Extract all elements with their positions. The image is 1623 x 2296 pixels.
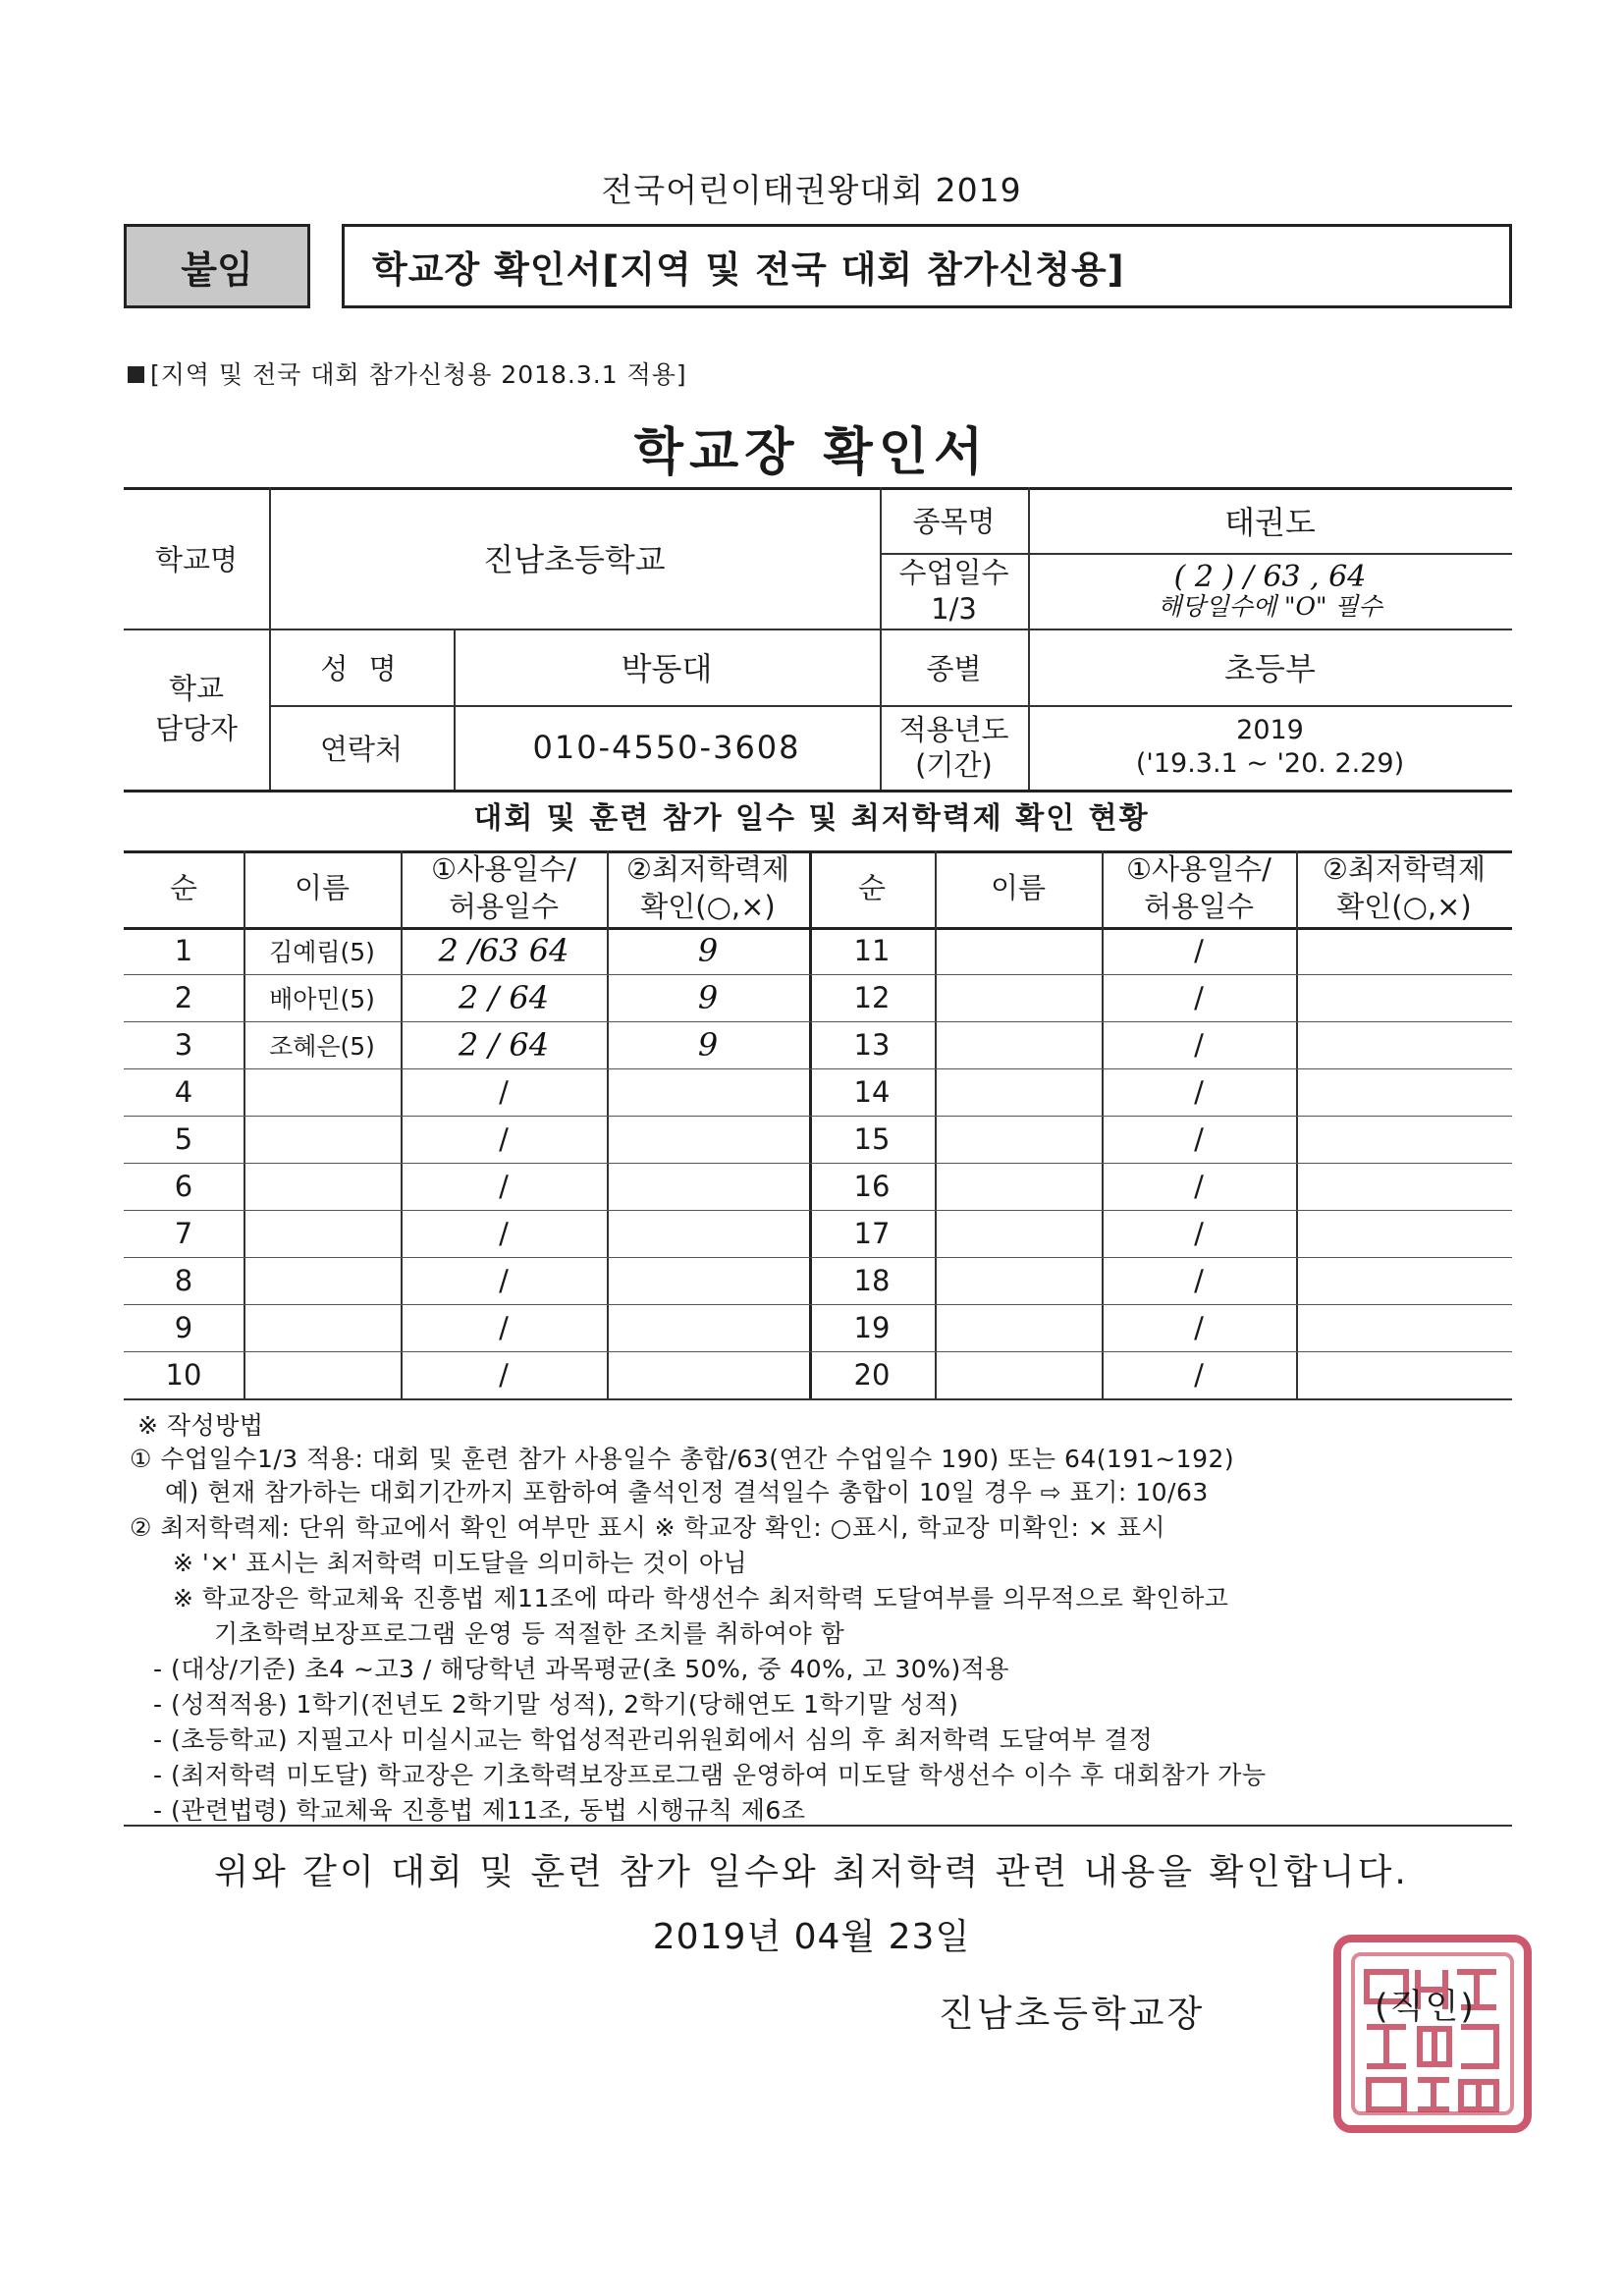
note-line-8: - (성적적용) 1학기(전년도 2학기말 성적), 2학기(당해연도 1학기말 성적)	[153, 1690, 959, 1719]
header-check-right-line2: 확인(○,×)	[1336, 890, 1472, 923]
right-row-9-name	[935, 1304, 1102, 1351]
square-bullet-icon	[128, 366, 144, 383]
right-row-4-no: 14	[853, 1075, 891, 1109]
left-row-5-days: /	[499, 1122, 509, 1156]
right-row-8-days: /	[1194, 1264, 1204, 1297]
right-row-2-days: /	[1194, 981, 1204, 1014]
left-row-5-no: 5	[174, 1122, 193, 1156]
right-row-1-check	[1296, 927, 1512, 974]
note-line-9: - (초등학교) 지필고사 미실시교는 학업성적관리위원회에서 심의 후 최저학력 도달여부 결정	[153, 1725, 1154, 1754]
header-days-left-line2: 허용일수	[448, 890, 560, 923]
header-check-right	[1296, 850, 1512, 927]
left-row-4-check	[607, 1068, 809, 1116]
left-row-7-no: 7	[174, 1217, 193, 1250]
sport-label: 종목명	[912, 505, 996, 538]
right-row-5-days: /	[1194, 1122, 1204, 1156]
right-row-4-days: /	[1194, 1075, 1204, 1109]
right-row-9-days: /	[1194, 1311, 1204, 1344]
left-row-2-name: 배아민(5)	[269, 985, 375, 1013]
right-row-9-check	[1296, 1304, 1512, 1351]
right-row-1-days: /	[1194, 934, 1204, 967]
contact-label: 연락처	[319, 732, 404, 766]
period-label-line1: 적용년도	[898, 712, 1009, 746]
right-row-3-no: 13	[853, 1028, 891, 1062]
header-check-left	[607, 850, 809, 927]
version-note-text: [지역 및 전국 대회 참가신청용 2018.3.1 적용]	[150, 360, 687, 389]
left-row-7-days: /	[499, 1217, 509, 1250]
document-type-title: 학교장 확인서[지역 및 전국 대회 참가신청용]	[342, 224, 1512, 308]
header-check-right-line1: ②최저학력제	[1322, 852, 1487, 887]
division-value: 초등부	[1224, 650, 1316, 687]
notes-heading: ※ 작성방법	[137, 1411, 264, 1440]
contact-value: 010-4550-3608	[532, 729, 801, 766]
header-days-right-line1: ①사용일수/	[1126, 852, 1271, 887]
status-caption: 대회 및 훈련 참가 일수 및 최저학력제 확인 현황	[473, 801, 1150, 836]
class-days-handwritten: ( 2 ) / 63 , 64	[1173, 560, 1367, 595]
left-row-6-check	[607, 1163, 809, 1210]
right-row-10-days: /	[1194, 1358, 1204, 1392]
left-row-5-name	[243, 1116, 401, 1163]
left-row-6-days: /	[499, 1170, 509, 1203]
left-row-8-name	[243, 1257, 401, 1304]
left-row-1-check: 9	[697, 932, 719, 969]
period-year: 2019	[1236, 715, 1304, 746]
right-row-6-name	[935, 1163, 1102, 1210]
header-days-right	[1102, 850, 1296, 927]
right-row-3-name	[935, 1021, 1102, 1068]
left-row-9-name	[243, 1304, 401, 1351]
sport-value: 태권도	[1224, 503, 1316, 541]
right-row-10-name	[935, 1351, 1102, 1398]
left-row-2-no: 2	[174, 981, 193, 1014]
header-check-left-line1: ②최저학력제	[625, 852, 790, 887]
header-name-left: 이름	[294, 871, 351, 905]
header-no-left: 순	[169, 871, 197, 905]
right-row-5-name	[935, 1116, 1102, 1163]
header-name-right: 이름	[990, 871, 1047, 905]
left-row-1-no: 1	[174, 934, 193, 967]
right-row-7-no: 17	[853, 1217, 891, 1250]
left-row-1-name: 김예림(5)	[269, 938, 375, 966]
document-title: 학교장 확인서	[633, 423, 990, 482]
right-row-10-check	[1296, 1351, 1512, 1398]
right-row-5-no: 15	[853, 1122, 891, 1156]
right-row-7-days: /	[1194, 1217, 1204, 1250]
note-line-6: 기초학력보장프로그램 운영 등 적절한 조치를 취하여야 함	[214, 1619, 845, 1648]
left-row-9-check	[607, 1304, 809, 1351]
staff-name-label: 성 명	[320, 651, 403, 685]
school-name-label: 학교명	[154, 542, 239, 576]
header-no-right: 순	[857, 871, 886, 905]
class-days-label-line1: 수업일수	[898, 556, 1009, 590]
class-days-label	[880, 553, 1028, 629]
left-row-3-days: 2 / 64	[458, 1026, 550, 1064]
left-row-10-check	[607, 1351, 809, 1398]
period-value	[1028, 705, 1512, 790]
left-row-6-name	[243, 1163, 401, 1210]
left-row-3-no: 3	[174, 1028, 193, 1062]
official-seal-icon	[1331, 1933, 1534, 2135]
right-row-7-name	[935, 1210, 1102, 1257]
left-row-7-name	[243, 1210, 401, 1257]
note-line-4: ※ '×' 표시는 최저학력 미도달을 의미하는 것이 아님	[173, 1549, 748, 1577]
class-days-value	[1028, 553, 1512, 629]
version-note	[128, 355, 687, 391]
note-line-10: - (최저학력 미도달) 학교장은 기초학력보장프로그램 운영하여 미도달 학생선수 이수 후 대회참가 가능	[153, 1761, 1267, 1789]
left-row-5-check	[607, 1116, 809, 1163]
right-row-4-check	[1296, 1068, 1512, 1116]
left-row-9-no: 9	[174, 1311, 193, 1344]
note-line-3: ② 최저학력제: 단위 학교에서 확인 여부만 표시 ※ 학교장 확인: ○표시, 학교장 미확인: × 표시	[130, 1513, 1166, 1542]
header-check-left-line2: 확인(○,×)	[640, 890, 776, 923]
header-days-left-line1: ①사용일수/	[431, 852, 576, 887]
right-row-8-no: 18	[853, 1264, 891, 1297]
left-row-4-name	[243, 1068, 401, 1116]
right-row-4-name	[935, 1068, 1102, 1116]
left-row-2-check: 9	[697, 979, 719, 1016]
right-row-10-no: 20	[853, 1358, 891, 1392]
left-row-10-days: /	[499, 1358, 509, 1392]
left-row-8-days: /	[499, 1264, 509, 1297]
left-row-8-no: 8	[174, 1264, 193, 1297]
principal-title: 진남초등학교장	[939, 1993, 1206, 2035]
right-row-6-no: 16	[853, 1170, 891, 1203]
left-row-10-name	[243, 1351, 401, 1398]
class-days-label-line2: 1/3	[931, 591, 977, 626]
left-row-3-check: 9	[697, 1026, 719, 1064]
period-range: ('19.3.1 ~ '20. 2.29)	[1135, 748, 1405, 779]
class-days-note: 해당일수에 "O" 필수	[1158, 592, 1382, 622]
left-row-2-days: 2 / 64	[458, 979, 550, 1016]
division-label: 종별	[926, 651, 982, 685]
right-row-7-check	[1296, 1210, 1512, 1257]
left-row-3-name: 조혜은(5)	[269, 1032, 375, 1061]
left-row-9-days: /	[499, 1311, 509, 1344]
right-row-1-name	[935, 927, 1102, 974]
right-row-3-days: /	[1194, 1028, 1204, 1062]
right-row-2-check	[1296, 974, 1512, 1021]
header-days-right-line2: 허용일수	[1143, 890, 1255, 923]
right-row-5-check	[1296, 1116, 1512, 1163]
issue-date: 2019년 04월 23일	[652, 1917, 971, 1957]
left-row-8-check	[607, 1257, 809, 1304]
period-label	[880, 705, 1028, 790]
seal-label: (직인)	[1375, 1988, 1476, 2027]
note-line-2: 예) 현재 참가하는 대회기간까지 포함하여 출석인정 결석일수 총합이 10일 경우 ⇨ 표기: 10/63	[165, 1478, 1209, 1506]
staff-name-value: 박동대	[621, 650, 713, 687]
attachment-badge: 붙임	[124, 224, 310, 308]
left-row-4-days: /	[499, 1075, 509, 1109]
left-row-10-no: 10	[165, 1358, 202, 1392]
confirmation-statement: 위와 같이 대회 및 훈련 참가 일수와 최저학력 관련 내용을 확인합니다.	[214, 1852, 1409, 1892]
note-line-5: ※ 학교장은 학교체육 진흥법 제11조에 따라 학생선수 최저학력 도달여부를 의무적으로 확인하고	[173, 1584, 1229, 1613]
right-row-6-check	[1296, 1163, 1512, 1210]
left-row-6-no: 6	[174, 1170, 193, 1203]
left-row-1-days: 2 /63 64	[438, 932, 569, 969]
note-line-11: - (관련법령) 학교체육 진흥법 제11조, 동법 시행규칙 제6조	[153, 1796, 806, 1825]
header-days-left	[401, 850, 607, 927]
school-staff-label: 학교 담당자	[154, 672, 239, 745]
right-row-8-check	[1296, 1257, 1512, 1304]
right-row-2-name	[935, 974, 1102, 1021]
right-row-2-no: 12	[853, 981, 891, 1014]
left-row-4-no: 4	[174, 1075, 193, 1109]
right-row-6-days: /	[1194, 1170, 1204, 1203]
right-row-3-check	[1296, 1021, 1512, 1068]
period-label-line2: (기간)	[915, 748, 993, 782]
event-title: 전국어린이태권왕대회 2019	[601, 171, 1022, 209]
right-row-8-name	[935, 1257, 1102, 1304]
note-line-7: - (대상/기준) 초4 ~고3 / 해당학년 과목평균(초 50%, 중 40%, 고 30%)적용	[153, 1655, 1009, 1683]
note-line-1: ① 수업일수1/3 적용: 대회 및 훈련 참가 사용일수 총합/63(연간 수업일수 190) 또는 64(191~192)	[130, 1445, 1235, 1473]
left-row-7-check	[607, 1210, 809, 1257]
school-name-value: 진남초등학교	[483, 541, 666, 578]
right-row-9-no: 19	[853, 1311, 891, 1344]
right-row-1-no: 11	[853, 934, 891, 967]
